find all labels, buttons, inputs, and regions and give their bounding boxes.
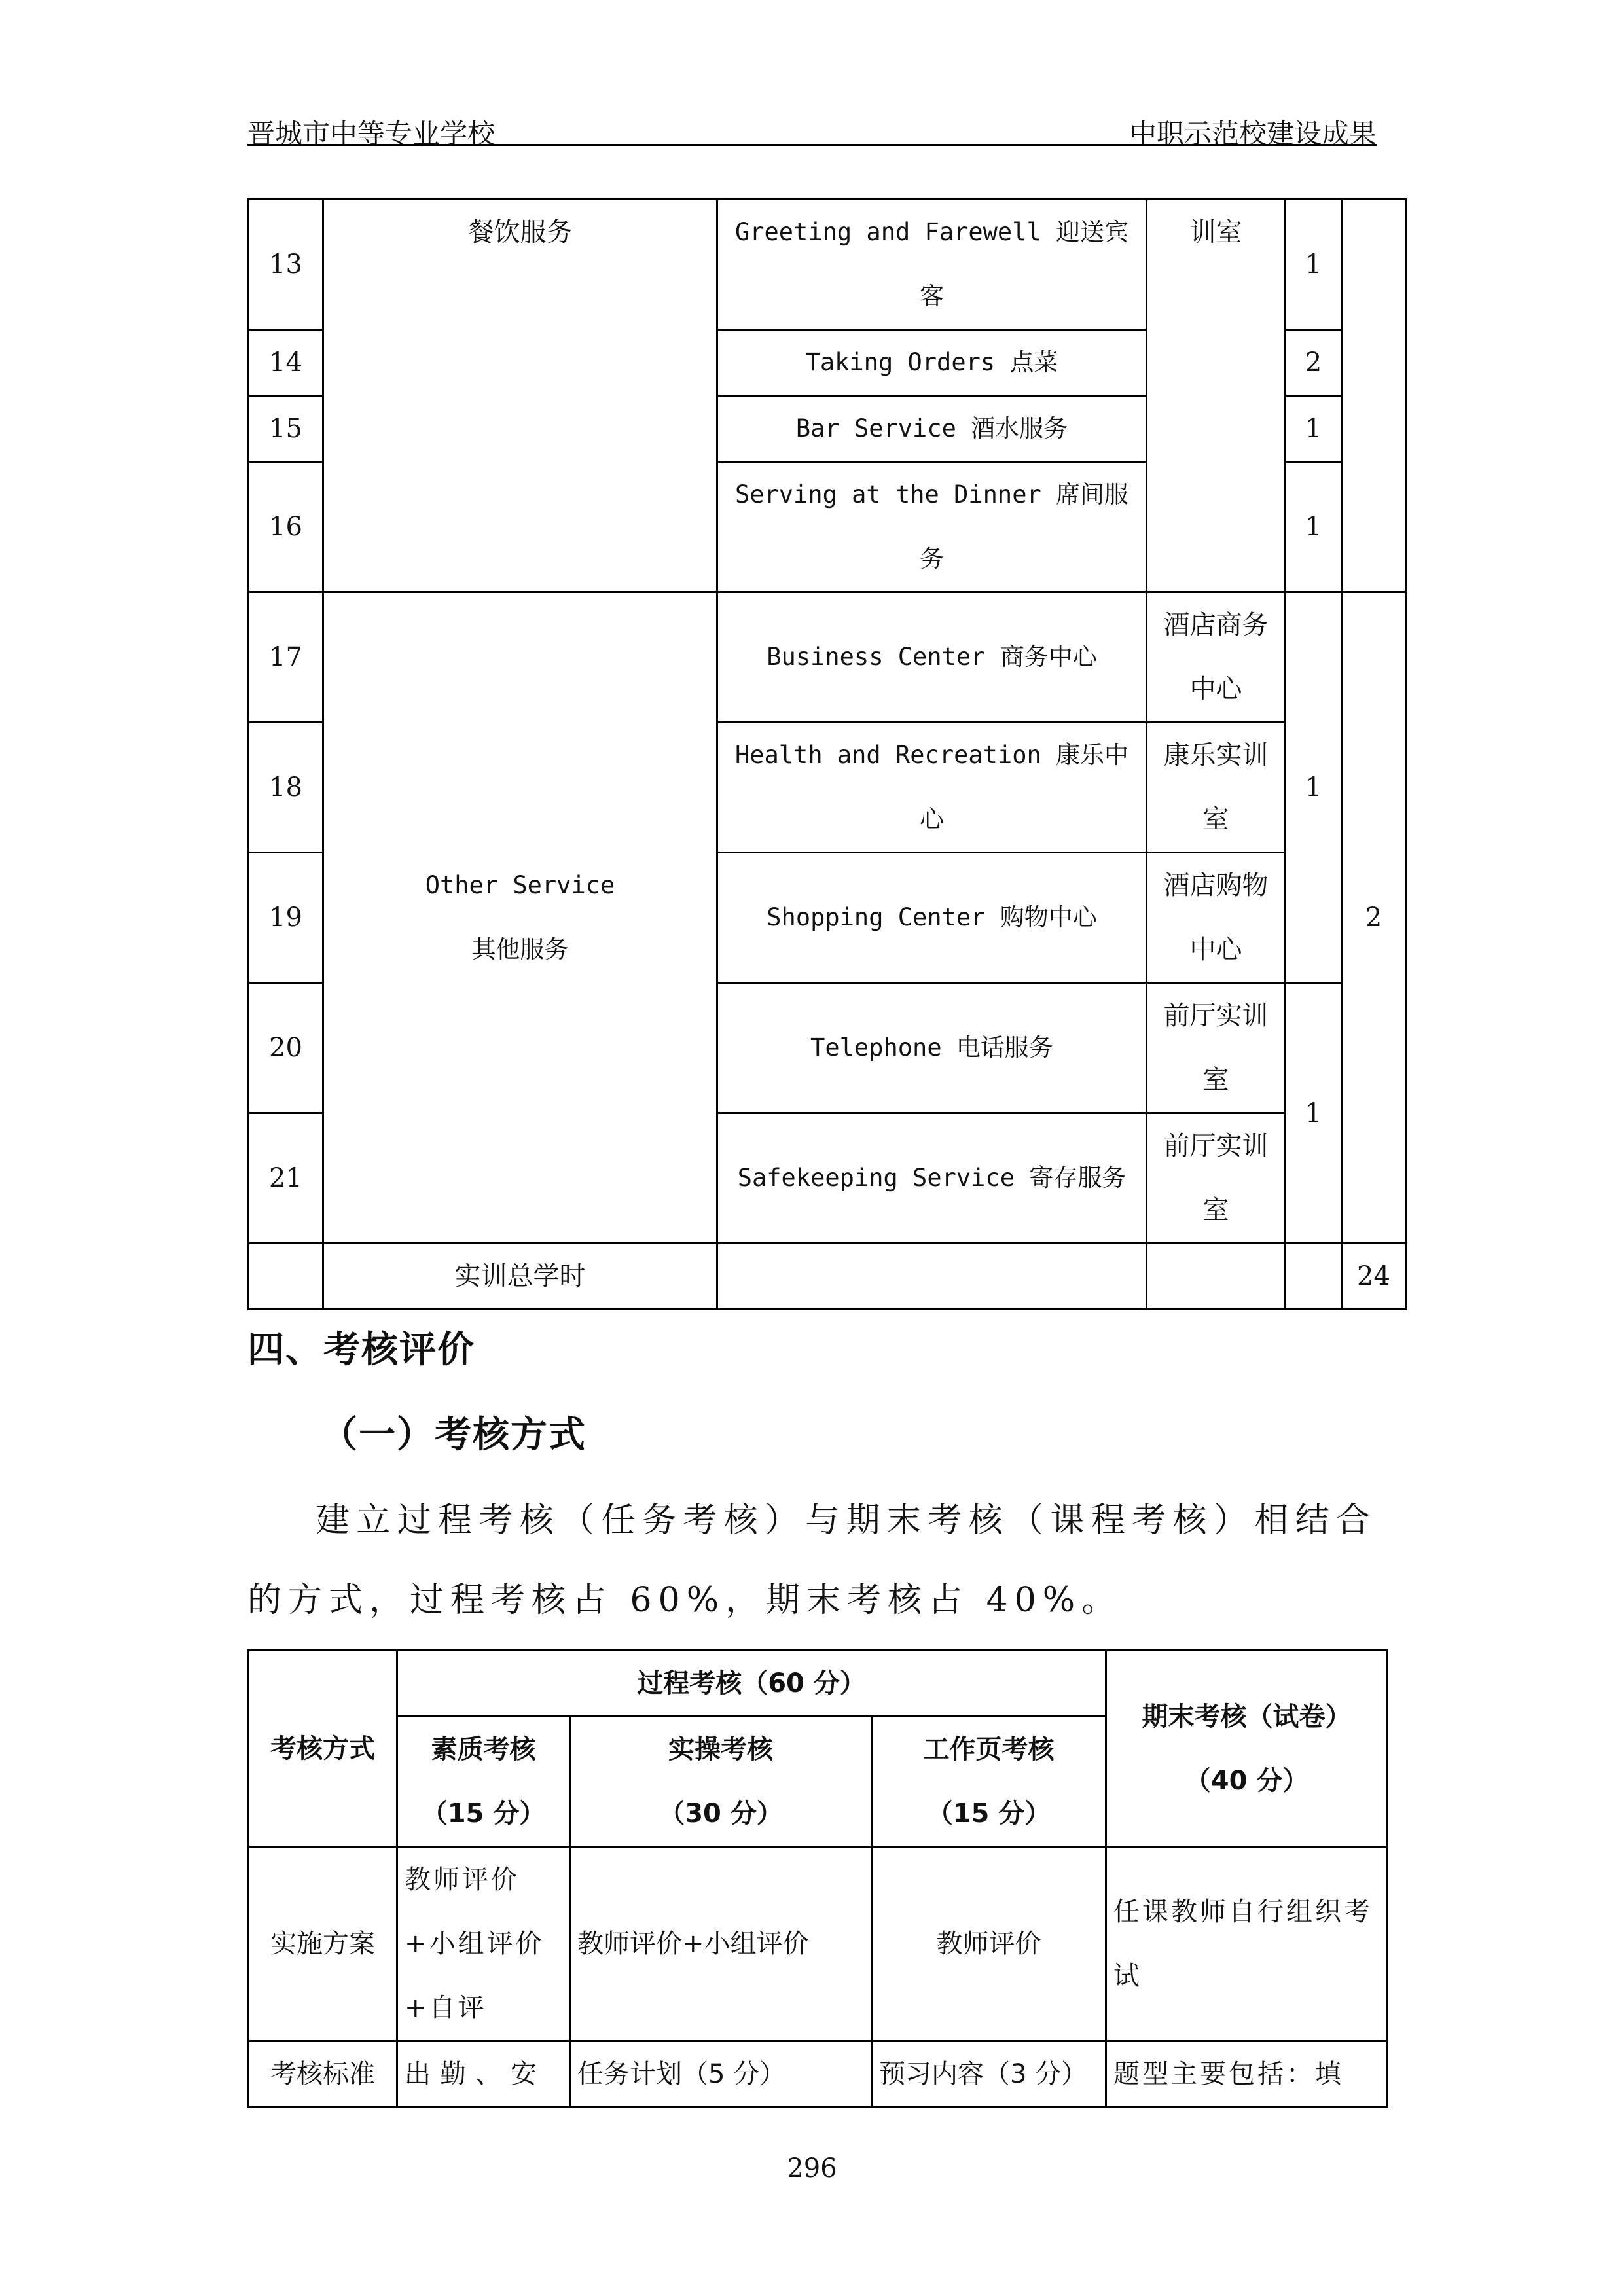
empty-cell xyxy=(1286,1244,1342,1310)
task-cell: Greeting and Farewell 迎送宾客 xyxy=(717,200,1147,330)
page-number: 296 xyxy=(787,2153,837,2183)
total-hours-cell xyxy=(1342,200,1406,592)
place-cell: 前厅实训室 xyxy=(1147,1113,1286,1244)
header-title: 中职示范校建设成果 xyxy=(1128,118,1377,150)
plan-cell: 教师评价 xyxy=(872,1847,1106,2041)
task-cell: Telephone 电话服务 xyxy=(717,983,1147,1113)
assessment-table xyxy=(247,1649,1388,2108)
standard-cell: 题型主要包括：填 xyxy=(1106,2041,1388,2108)
task-cell: Health and Recreation 康乐中心 xyxy=(717,723,1147,853)
table-row xyxy=(249,1847,1388,2041)
module-cell: 餐饮服务 xyxy=(323,200,717,592)
process-header: 过程考核（60 分） xyxy=(397,1651,1106,1717)
total-hours-cell: 2 xyxy=(1342,592,1406,1244)
place-cell: 酒店购物中心 xyxy=(1147,853,1286,983)
place-cell: 康乐实训室 xyxy=(1147,723,1286,853)
practical-header: 实操考核 （30 分） xyxy=(570,1717,872,1847)
row-number: 21 xyxy=(249,1113,323,1244)
final-header: 期末考核（试卷） （40 分） xyxy=(1106,1651,1388,1847)
total-label: 实训总学时 xyxy=(323,1244,717,1310)
place-cell: 前厅实训室 xyxy=(1147,983,1286,1113)
row-number: 14 xyxy=(249,330,323,396)
plan-cell: 教师评价+小组评价+自评 xyxy=(397,1847,570,2041)
hours-cell: 1 xyxy=(1286,396,1342,462)
table-row xyxy=(249,1651,1388,1717)
section-heading: 四、考核评价 xyxy=(247,1328,475,1371)
table-row xyxy=(249,200,1406,330)
total-value: 24 xyxy=(1342,1244,1406,1310)
row-number: 17 xyxy=(249,592,323,723)
table-row xyxy=(249,2041,1388,2108)
row-number: 19 xyxy=(249,853,323,983)
row-number: 16 xyxy=(249,462,323,592)
empty-cell xyxy=(717,1244,1147,1310)
training-schedule-table xyxy=(247,198,1407,1310)
place-cell: 酒店商务中心 xyxy=(1147,592,1286,723)
table-row xyxy=(249,592,1406,723)
module-cell: Other Service 其他服务 xyxy=(323,592,717,1244)
standard-cell: 出勤、安 xyxy=(397,2041,570,2108)
place-cell: 训室 xyxy=(1147,200,1286,592)
body-paragraph: 建立过程考核（任务考核）与期末考核（课程考核）相结合的方式，过程考核占 60%，期末考核占 40%。 xyxy=(247,1501,1377,1620)
task-cell: Shopping Center 购物中心 xyxy=(717,853,1147,983)
plan-cell: 教师评价+小组评价 xyxy=(570,1847,872,2041)
plan-label: 实施方案 xyxy=(249,1847,397,2041)
task-cell: Business Center 商务中心 xyxy=(717,592,1147,723)
hours-cell: 1 xyxy=(1286,592,1342,983)
task-cell: Bar Service 酒水服务 xyxy=(717,396,1147,462)
workbook-header: 工作页考核 （15 分） xyxy=(872,1717,1106,1847)
header-divider xyxy=(247,144,1377,146)
task-cell: Serving at the Dinner 席间服务 xyxy=(717,462,1147,592)
task-cell: Taking Orders 点菜 xyxy=(717,330,1147,396)
standard-label: 考核标准 xyxy=(249,2041,397,2108)
hours-cell: 1 xyxy=(1286,983,1342,1244)
method-header: 考核方式 xyxy=(249,1651,397,1847)
sub-heading: （一）考核方式 xyxy=(321,1413,586,1456)
row-number: 20 xyxy=(249,983,323,1113)
quality-header: 素质考核 （15 分） xyxy=(397,1717,570,1847)
table-total-row xyxy=(249,1244,1406,1310)
plan-cell: 任课教师自行组织考试 xyxy=(1106,1847,1388,2041)
empty-cell xyxy=(249,1244,323,1310)
row-number: 13 xyxy=(249,200,323,330)
standard-cell: 预习内容（3 分） xyxy=(872,2041,1106,2108)
hours-cell: 1 xyxy=(1286,200,1342,330)
row-number: 18 xyxy=(249,723,323,853)
standard-cell: 任务计划（5 分） xyxy=(570,2041,872,2108)
hours-cell: 1 xyxy=(1286,462,1342,592)
empty-cell xyxy=(1147,1244,1286,1310)
row-number: 15 xyxy=(249,396,323,462)
hours-cell: 2 xyxy=(1286,330,1342,396)
task-cell: Safekeeping Service 寄存服务 xyxy=(717,1113,1147,1244)
header-school-name: 晋城市中等专业学校 xyxy=(247,118,496,150)
